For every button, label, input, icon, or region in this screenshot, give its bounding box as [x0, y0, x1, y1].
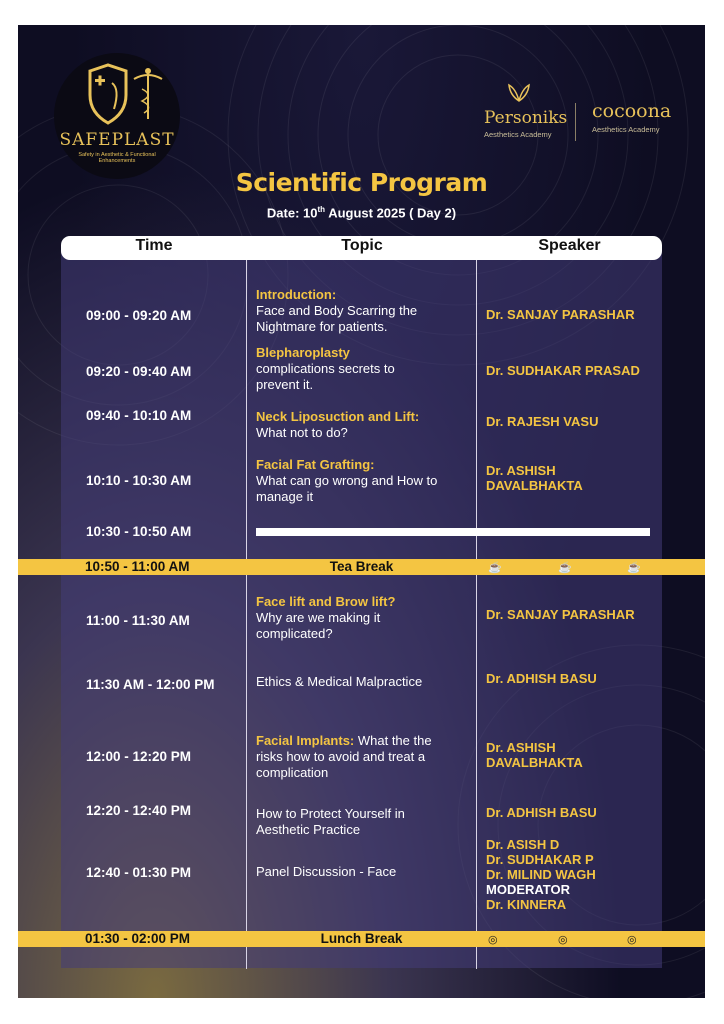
empty-topic-bar [256, 528, 650, 536]
row-time: 11:00 - 11:30 AM [86, 613, 190, 628]
lotus-icon [506, 81, 532, 105]
partner-cocoona: cocoona [592, 100, 672, 122]
header-time: Time [135, 237, 173, 254]
break-label: Tea Break [329, 559, 394, 574]
column-divider [246, 260, 247, 969]
break-time: 01:30 - 02:00 PM [85, 931, 191, 946]
logo-name: SAFEPLAST [59, 130, 175, 150]
row-topic: Introduction: Face and Body Scarring the Nightmare for patients. [256, 287, 418, 334]
program-poster [18, 25, 705, 998]
row-time: 11:30 AM - 12:00 PM [86, 677, 215, 692]
program-date: Date: 10th August 2025 ( Day 2) [266, 205, 457, 221]
panel-speaker: Dr. SUDHAKAR P [486, 852, 594, 867]
plate-icon: ◎ [627, 934, 637, 946]
row-topic: Panel Discussion - Face [256, 864, 397, 879]
row-topic: Facial Fat Grafting: What can go wrong and How to manage it [256, 457, 438, 504]
coffee-cup-icon: ☕ [488, 562, 502, 574]
logo-tagline: Safety in Aesthetic & Functional Enhancements [78, 152, 156, 164]
coffee-cup-icon: ☕ [627, 562, 641, 574]
row-speaker: Dr. ADHISH BASU [486, 671, 597, 686]
row-topic: Neck Liposuction and Lift: What not to do? [256, 409, 420, 440]
partner-personiks-sub: Aesthetics Academy [484, 130, 552, 139]
row-speaker: Dr. SANJAY PARASHAR [486, 307, 635, 322]
page-title: Scientific Program [235, 168, 488, 197]
coffee-cup-icon: ☕ [558, 562, 572, 574]
row-topic: How to Protect Yourself in Aesthetic Practice [256, 806, 405, 837]
row-time: 10:30 - 10:50 AM [86, 524, 192, 539]
row-time: 09:00 - 09:20 AM [86, 308, 192, 323]
panel-moderator-label: MODERATOR [486, 882, 571, 897]
header-topic: Topic [341, 237, 383, 254]
column-divider [476, 260, 477, 969]
plate-icon: ◎ [488, 934, 498, 946]
lunch-break-band [18, 931, 705, 947]
row-speaker: Dr. SANJAY PARASHAR [486, 607, 635, 622]
row-speaker: Dr. RAJESH VASU [486, 414, 599, 429]
panel-speaker: Dr. ASISH D [486, 837, 560, 852]
row-time: 12:00 - 12:20 PM [86, 749, 192, 764]
break-label: Lunch Break [320, 931, 403, 946]
row-time: 12:20 - 12:40 PM [86, 803, 192, 818]
break-time: 10:50 - 11:00 AM [85, 559, 190, 574]
panel-speaker: Dr. KINNERA [486, 897, 567, 912]
row-speaker: Dr. SUDHAKAR PRASAD [486, 363, 640, 378]
row-topic: Ethics & Medical Malpractice [256, 674, 423, 689]
panel-speakers [486, 837, 596, 912]
row-time: 10:10 - 10:30 AM [86, 473, 192, 488]
partner-divider [575, 103, 576, 141]
panel-speaker: Dr. MILIND WAGH [486, 867, 596, 882]
row-topic: Blepharoplasty complications secrets to prevent it. [256, 345, 395, 392]
row-time: 12:40 - 01:30 PM [86, 865, 192, 880]
row-time: 09:40 - 10:10 AM [86, 408, 192, 423]
row-speaker: Dr. ASHISH DAVALBHAKTA [486, 463, 583, 493]
shield-caduceus-icon [54, 53, 180, 133]
plate-icon: ◎ [558, 934, 568, 946]
row-topic: Facial Implants: What the the risks how to avoid and treat a complication [256, 733, 432, 780]
header-speaker: Speaker [538, 237, 601, 254]
row-topic: Face lift and Brow lift? Why are we making it complicated? [256, 594, 396, 641]
partner-personiks: Personiks [484, 108, 568, 128]
row-speaker: Dr. ASHISH DAVALBHAKTA [486, 740, 583, 770]
table-header [61, 236, 662, 260]
tea-break-band [18, 559, 705, 575]
partner-cocoona-sub: Aesthetics Academy [592, 125, 660, 134]
row-time: 09:20 - 09:40 AM [86, 364, 192, 379]
row-speaker: Dr. ADHISH BASU [486, 805, 597, 820]
